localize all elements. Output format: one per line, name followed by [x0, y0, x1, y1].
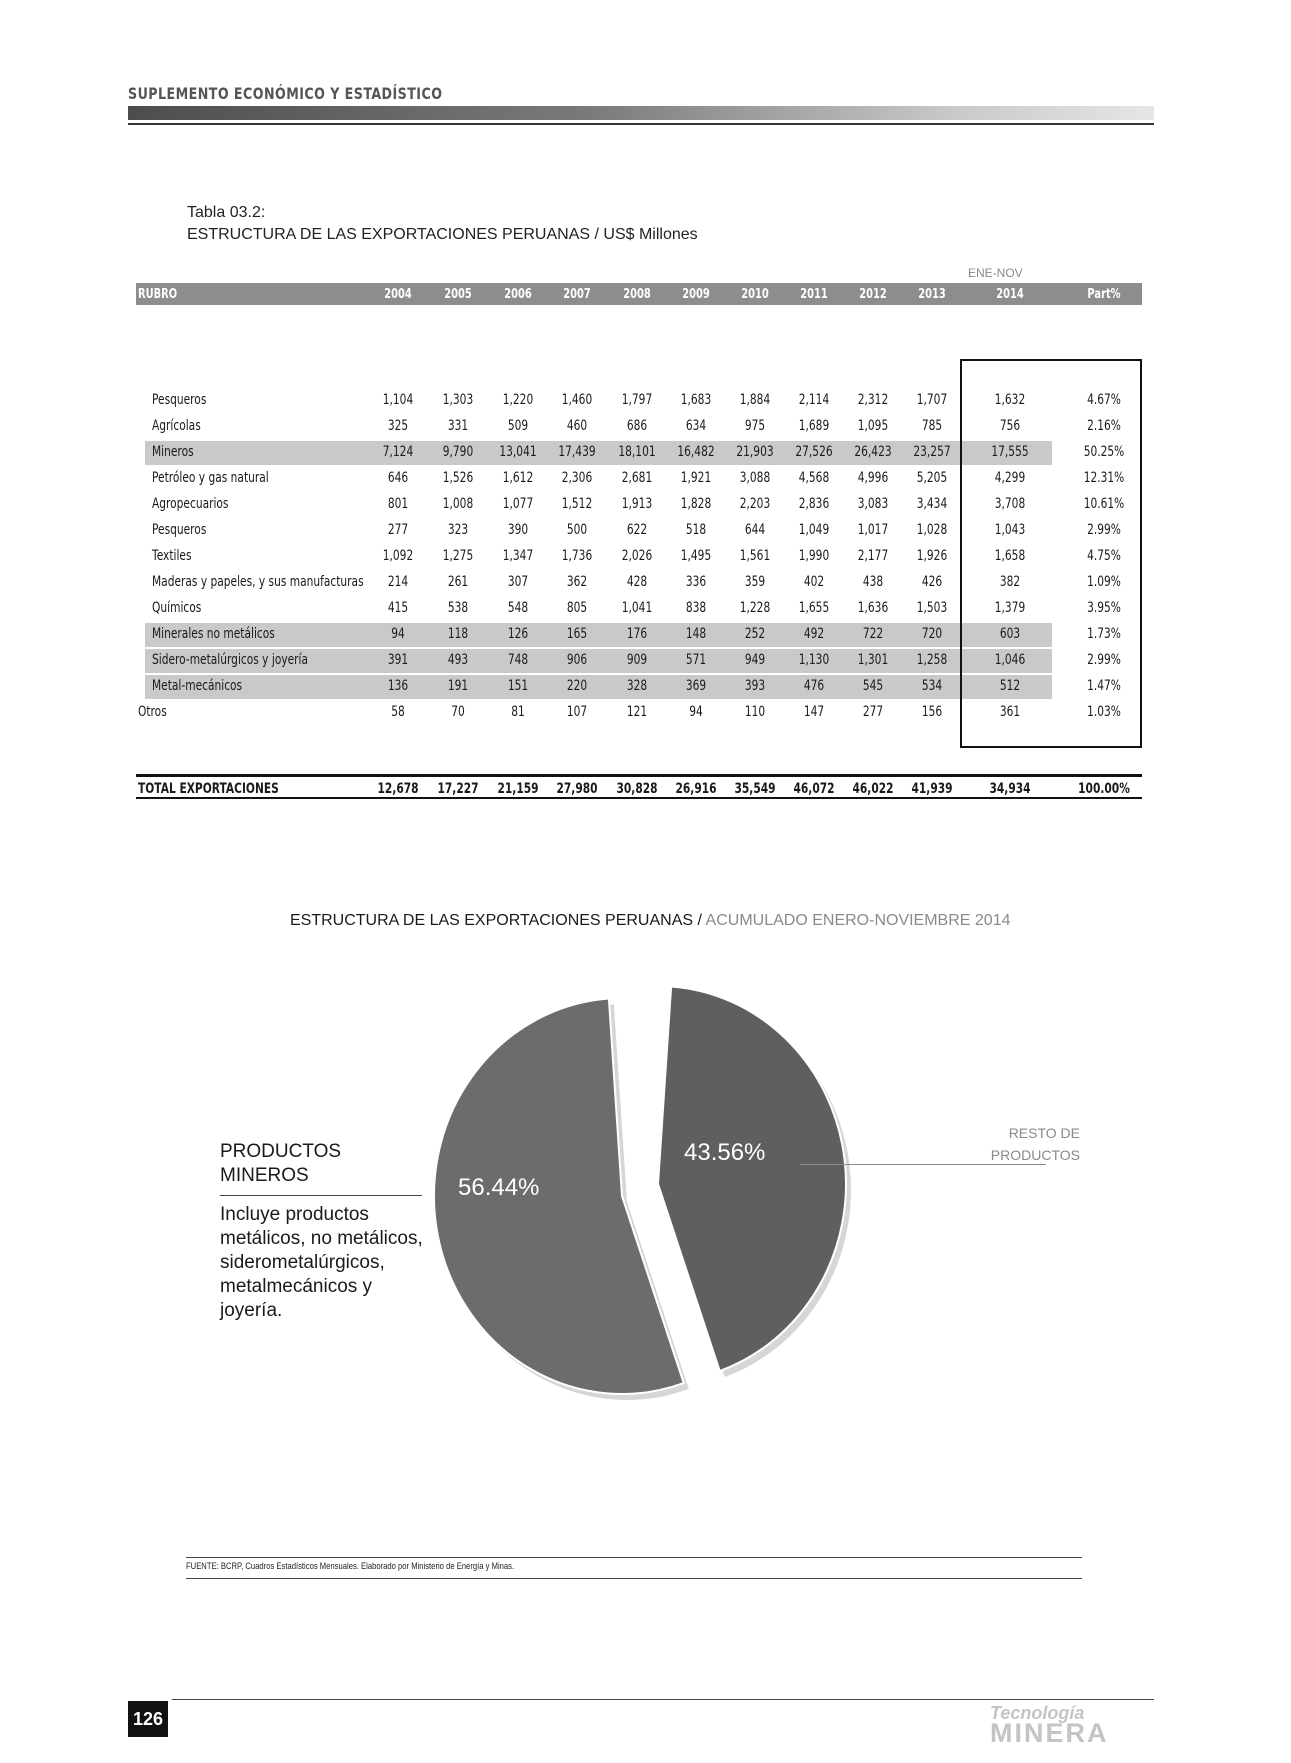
table-cell: 17,439	[558, 444, 596, 460]
mining-products-description: Incluye productos metálicos, no metálicos, siderometalúrgicos, metalmecánicos y joyería.	[220, 1204, 423, 1321]
table-cell: 493	[447, 652, 469, 668]
header-col-2010: 2010	[741, 287, 769, 302]
table-cell: 4.67%	[1087, 392, 1121, 408]
table-cell: 1,028	[916, 522, 948, 538]
table-cell: 2.99%	[1087, 652, 1121, 668]
table-cell: 13,041	[499, 444, 537, 460]
table-cell: 323	[447, 522, 469, 538]
table-cell: 1,612	[502, 470, 534, 486]
table-cell: 1,561	[739, 548, 771, 564]
header-col-2007: 2007	[563, 287, 591, 302]
table-cell: 1,884	[739, 392, 771, 408]
table-cell: 391	[387, 652, 409, 668]
table-cell: 1,526	[442, 470, 474, 486]
table-cell: 492	[803, 626, 825, 642]
table-cell: 252	[744, 626, 766, 642]
table-cell: 634	[685, 418, 707, 434]
table-cell: 94	[391, 626, 405, 642]
header-col-2012: 2012	[859, 287, 887, 302]
table-cell: 1,258	[916, 652, 948, 668]
table-cell: 176	[626, 626, 648, 642]
table-cell: 1,632	[994, 392, 1026, 408]
table-cell: 512	[999, 678, 1021, 694]
table-cell: 509	[507, 418, 529, 434]
table-cell: 3,083	[857, 496, 889, 512]
table-cell: 148	[685, 626, 707, 642]
table-cell: 534	[921, 678, 943, 694]
table-caption-number: Tabla 03.2:	[187, 204, 266, 221]
table-cell: 1.03%	[1087, 704, 1121, 720]
table-cell: 805	[566, 600, 588, 616]
table-cell: 3.95%	[1087, 600, 1121, 616]
table-cell: 428	[626, 574, 648, 590]
table-cell: 165	[566, 626, 588, 642]
table-cell: 390	[507, 522, 529, 538]
header-col-2009: 2009	[682, 287, 710, 302]
total-cell: 26,916	[675, 781, 717, 797]
table-cell: 646	[387, 470, 409, 486]
table-cell: 1,655	[798, 600, 830, 616]
table-cell: 16,482	[677, 444, 715, 460]
table-cell: 136	[387, 678, 409, 694]
row-label: Maderas y papeles, y sus manufacturas	[152, 574, 364, 590]
table-cell: 1,707	[916, 392, 948, 408]
row-label: Químicos	[152, 600, 202, 616]
row-label: Petróleo y gas natural	[152, 470, 269, 486]
table-cell: 748	[507, 652, 529, 668]
other-label-rule	[800, 1164, 1046, 1165]
row-label: Minerales no metálicos	[152, 626, 275, 642]
table-cell: 1.09%	[1087, 574, 1121, 590]
table-cell: 2,203	[739, 496, 771, 512]
table-cell: 325	[387, 418, 409, 434]
table-cell: 307	[507, 574, 529, 590]
table-cell: 4,996	[857, 470, 889, 486]
table-cell: 2,836	[798, 496, 830, 512]
mining-label-line2: MINEROS	[220, 1165, 309, 1186]
source-rule-top	[186, 1557, 1082, 1558]
table-cell: 1,301	[857, 652, 889, 668]
table-cell: 110	[744, 704, 766, 720]
ene-nov-label: ENE-NOV	[968, 266, 1023, 280]
row-label: Pesqueros	[152, 522, 207, 538]
table-cell: 460	[566, 418, 588, 434]
table-cell: 4.75%	[1087, 548, 1121, 564]
page-number: 126	[128, 1701, 168, 1737]
table-cell: 126	[507, 626, 529, 642]
table-cell: 644	[744, 522, 766, 538]
table-cell: 476	[803, 678, 825, 694]
table-cell: 21,903	[736, 444, 774, 460]
total-label: TOTAL EXPORTACIONES	[138, 781, 279, 797]
table-cell: 4,299	[994, 470, 1026, 486]
table-cell: 121	[626, 704, 648, 720]
table-cell: 1,503	[916, 600, 948, 616]
table-cell: 10.61%	[1083, 496, 1125, 512]
total-cell: 100.00%	[1078, 781, 1130, 797]
table-cell: 1,460	[561, 392, 593, 408]
row-label: Pesqueros	[152, 392, 207, 408]
table-cell: 906	[566, 652, 588, 668]
row-label: Agropecuarios	[152, 496, 229, 512]
table-cell: 500	[566, 522, 588, 538]
table-cell: 402	[803, 574, 825, 590]
header-col-2005: 2005	[444, 287, 472, 302]
table-cell: 1,913	[621, 496, 653, 512]
table-cell: 81	[511, 704, 525, 720]
table-cell: 548	[507, 600, 529, 616]
header-rubro: RUBRO	[138, 287, 178, 302]
table-cell: 214	[387, 574, 409, 590]
pie-label-rest: 43.56%	[684, 1139, 766, 1166]
table-cell: 382	[999, 574, 1021, 590]
table-cell: 785	[921, 418, 943, 434]
table-cell: 3,708	[994, 496, 1026, 512]
header-col-partpct: Part%	[1087, 287, 1121, 302]
table-cell: 1,636	[857, 600, 889, 616]
total-cell: 35,549	[734, 781, 776, 797]
table-cell: 369	[685, 678, 707, 694]
mining-label-rule	[220, 1195, 422, 1196]
table-cell: 1,008	[442, 496, 474, 512]
table-cell: 1.47%	[1087, 678, 1121, 694]
other-products-label	[930, 1122, 1080, 1166]
pie-slice-rest	[658, 986, 846, 1371]
logo-line2: MINERA	[990, 1718, 1109, 1748]
header-title: SUPLEMENTO ECONÓMICO Y ESTADÍSTICO	[128, 84, 443, 103]
table-cell: 1,092	[382, 548, 414, 564]
table-cell: 2,026	[621, 548, 653, 564]
table-cell: 909	[626, 652, 648, 668]
row-label: Sidero-metalúrgicos y joyería	[152, 652, 309, 668]
table-cell: 1,736	[561, 548, 593, 564]
pie-label-mining: 56.44%	[458, 1174, 540, 1201]
total-cell: 46,022	[852, 781, 894, 797]
table-cell: 720	[921, 626, 943, 642]
table-cell: 12.31%	[1083, 470, 1125, 486]
table-cell: 1,828	[680, 496, 712, 512]
table-cell: 975	[744, 418, 766, 434]
table-cell: 151	[507, 678, 529, 694]
total-cell: 17,227	[437, 781, 479, 797]
table-cell: 518	[685, 522, 707, 538]
table-cell: 1,046	[994, 652, 1026, 668]
table-cell: 538	[447, 600, 469, 616]
table-cell: 393	[744, 678, 766, 694]
table-cell: 147	[803, 704, 825, 720]
table-cell: 18,101	[618, 444, 656, 460]
source-rule-bottom	[186, 1578, 1082, 1579]
row-label: Metal-mecánicos	[152, 678, 243, 694]
table-cell: 2,177	[857, 548, 889, 564]
table-cell: 622	[626, 522, 648, 538]
table-cell: 17,555	[991, 444, 1029, 460]
other-label-line1: RESTO DE	[1008, 1125, 1080, 1141]
table-cell: 722	[862, 626, 884, 642]
table-cell: 361	[999, 704, 1021, 720]
table-cell: 949	[744, 652, 766, 668]
table-caption-title: ESTRUCTURA DE LAS EXPORTACIONES PERUANAS / US$ Millones	[187, 226, 698, 243]
table-cell: 118	[447, 626, 469, 642]
table-cell: 191	[447, 678, 469, 694]
table-cell: 277	[387, 522, 409, 538]
table-cell: 26,423	[854, 444, 892, 460]
pie-title-main: ESTRUCTURA DE LAS EXPORTACIONES PERUANAS	[290, 912, 694, 929]
table-cell: 1,077	[502, 496, 534, 512]
table-cell: 1,797	[621, 392, 653, 408]
table-cell: 2,312	[857, 392, 889, 408]
table-cell: 1,017	[857, 522, 889, 538]
mining-label-line1: PRODUCTOS	[220, 1141, 342, 1162]
table-cell: 331	[447, 418, 469, 434]
table-cell: 328	[626, 678, 648, 694]
table-cell: 94	[689, 704, 703, 720]
table-cell: 362	[566, 574, 588, 590]
table-cell: 1,220	[502, 392, 534, 408]
table-cell: 27,526	[795, 444, 833, 460]
table-cell: 261	[447, 574, 469, 590]
table-cell: 603	[999, 626, 1021, 642]
table-cell: 1,658	[994, 548, 1026, 564]
table-cell: 1,689	[798, 418, 830, 434]
table-cell: 1,228	[739, 600, 771, 616]
table-cell: 1,303	[442, 392, 474, 408]
table-cell: 4,568	[798, 470, 830, 486]
table-cell: 686	[626, 418, 648, 434]
table-cell: 336	[685, 574, 707, 590]
table-cell: 277	[862, 704, 884, 720]
table-cell: 1,043	[994, 522, 1026, 538]
table-cell: 5,205	[916, 470, 948, 486]
table-cell: 1,095	[857, 418, 889, 434]
row-label: Agrícolas	[152, 418, 201, 434]
row-label: Textiles	[152, 548, 192, 564]
table-cell: 756	[999, 418, 1021, 434]
table-cell: 1,921	[680, 470, 712, 486]
row-label: Mineros	[152, 444, 194, 460]
table-cell: 801	[387, 496, 409, 512]
mining-products-label	[220, 1140, 341, 1188]
table-cell: 426	[921, 574, 943, 590]
total-cell: 12,678	[377, 781, 419, 797]
table-cell: 1.73%	[1087, 626, 1121, 642]
table-cell: 107	[566, 704, 588, 720]
table-cell: 1,049	[798, 522, 830, 538]
other-label-line2: PRODUCTOS	[990, 1147, 1080, 1163]
table-cell: 1,130	[798, 652, 830, 668]
table-cell: 70	[451, 704, 465, 720]
table-cell: 58	[391, 704, 405, 720]
table-cell: 1,041	[621, 600, 653, 616]
table-cell: 1,275	[442, 548, 474, 564]
table-cell: 1,990	[798, 548, 830, 564]
table-cell: 1,104	[382, 392, 414, 408]
header-col-2008: 2008	[623, 287, 651, 302]
pie-title-sub: ACUMULADO ENERO-NOVIEMBRE 2014	[705, 912, 1011, 929]
header-col-2013: 2013	[918, 287, 946, 302]
logo-line1: Tecnología	[990, 1703, 1085, 1723]
table-cell: 1,379	[994, 600, 1026, 616]
table-cell: 2.99%	[1087, 522, 1121, 538]
table-cell: 23,257	[913, 444, 951, 460]
table-cell: 359	[744, 574, 766, 590]
header-col-2006: 2006	[504, 287, 532, 302]
table-cell: 1,512	[561, 496, 593, 512]
total-cell: 30,828	[616, 781, 658, 797]
table-cell: 220	[566, 678, 588, 694]
table-cell: 438	[862, 574, 884, 590]
table-cell: 1,683	[680, 392, 712, 408]
table-cell: 2,681	[621, 470, 653, 486]
total-cell: 41,939	[911, 781, 953, 797]
table-cell: 2.16%	[1087, 418, 1121, 434]
footer-rule	[172, 1699, 1154, 1700]
header-col-2011: 2011	[800, 287, 828, 302]
table-cell: 1,347	[502, 548, 534, 564]
total-cell: 27,980	[556, 781, 598, 797]
table-cell: 415	[387, 600, 409, 616]
table-cell: 156	[921, 704, 943, 720]
table-cell: 571	[685, 652, 707, 668]
table-cell: 1,495	[680, 548, 712, 564]
row-label: Otros	[138, 704, 167, 720]
table-cell: 3,434	[916, 496, 948, 512]
total-cell: 46,072	[793, 781, 835, 797]
table-cell: 838	[685, 600, 707, 616]
total-cell: 34,934	[989, 781, 1031, 797]
table-cell: 50.25%	[1083, 444, 1125, 460]
header-col-2014: 2014	[996, 287, 1024, 302]
table-cell: 9,790	[442, 444, 474, 460]
total-cell: 21,159	[497, 781, 539, 797]
table-cell: 7,124	[382, 444, 414, 460]
header-col-2004: 2004	[384, 287, 412, 302]
pie-chart-title: ESTRUCTURA DE LAS EXPORTACIONES PERUANAS / ACUMULADO ENERO-NOVIEMBRE 2014	[290, 912, 1011, 929]
source-note: FUENTE: BCRP, Cuadros Estadísticos Mensuales. Elaborado por Ministerio de Energía y Minas.	[186, 1561, 515, 1571]
table-cell: 2,306	[561, 470, 593, 486]
table-cell: 1,926	[916, 548, 948, 564]
table-cell: 545	[862, 678, 884, 694]
table-cell: 2,114	[798, 392, 830, 408]
table-cell: 3,088	[739, 470, 771, 486]
